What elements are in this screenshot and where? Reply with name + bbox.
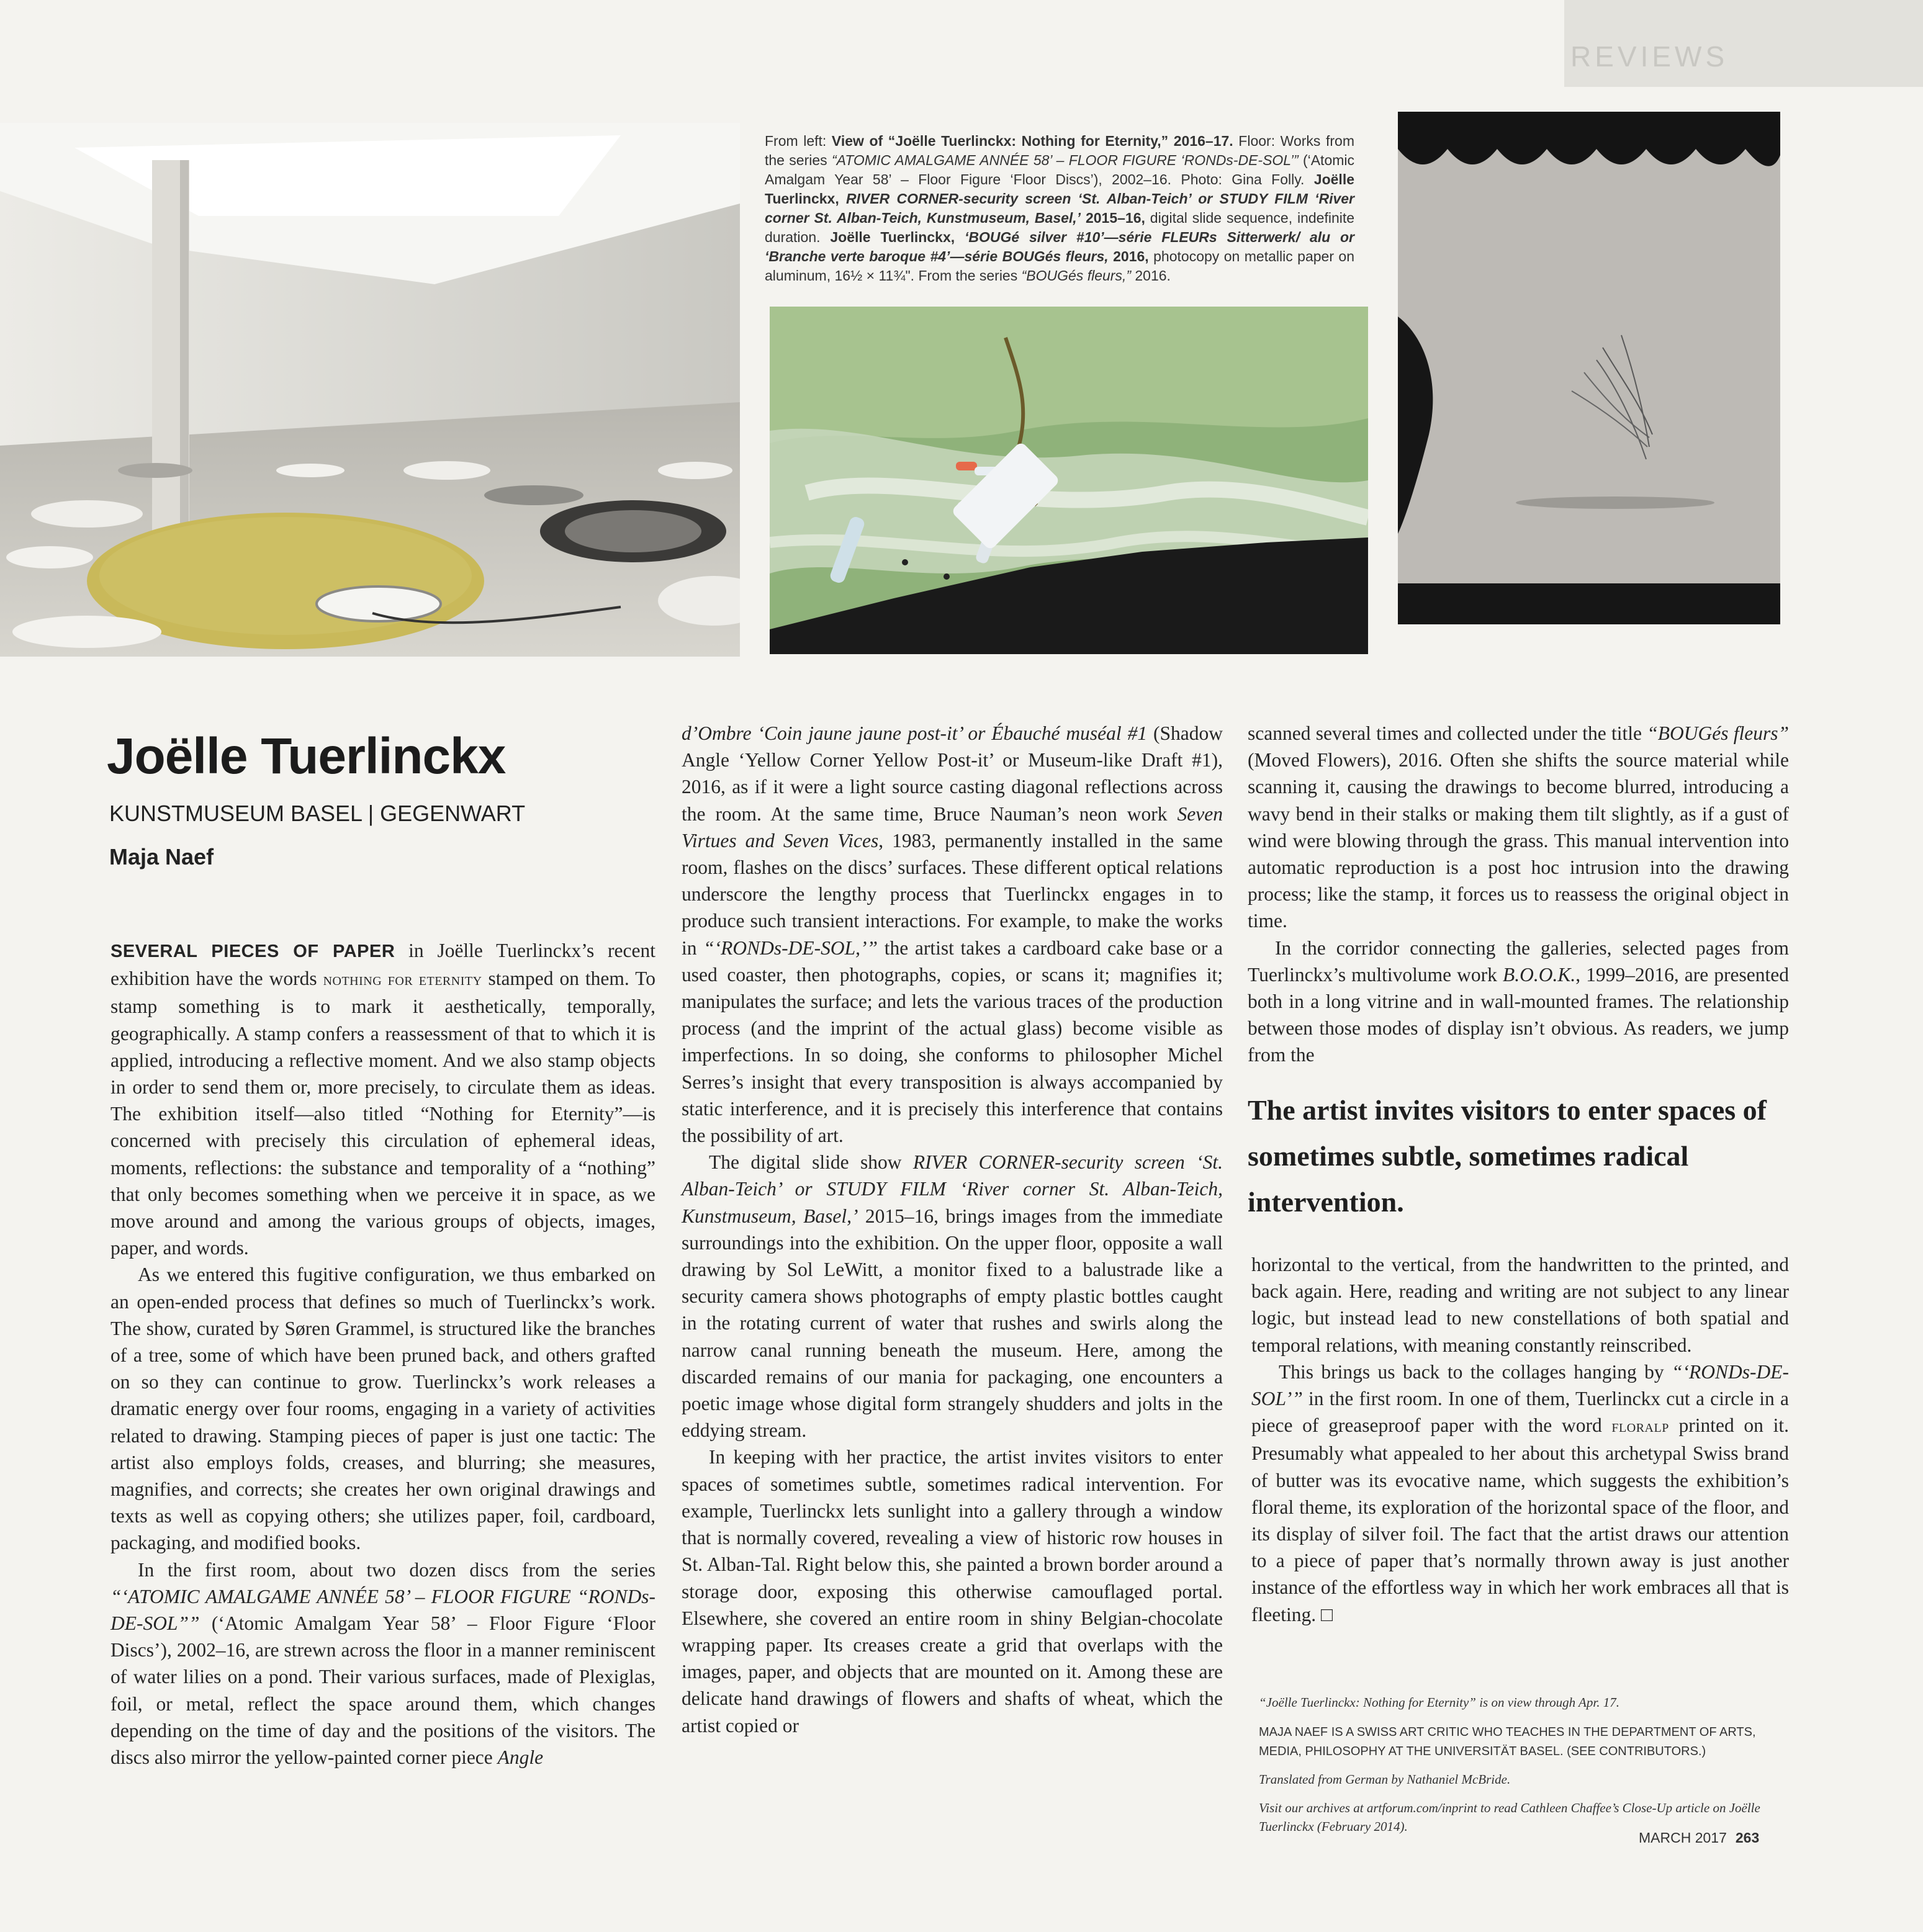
river-corner-photo: [770, 307, 1368, 654]
caption-work-title-2: ‘BOUGé silver #10’—série FLEURs Sitterwerk/ alu or ‘Branche verte baroque #4’—série BOUGés fleurs,: [765, 229, 1355, 264]
issue-date: MARCH 2017: [1639, 1830, 1727, 1846]
caption-work-title-1: RIVER CORNER-security screen ‘St. Alban-Teich’ or STUDY FILM ‘River corner St. Alban-Teich, Kunstmuseum, Basel,’: [765, 191, 1354, 226]
caption-artist-1: Joëlle Tuerlinckx,: [765, 171, 1355, 207]
text-span: The digital slide show: [709, 1151, 913, 1174]
caption-work-medium-2: photocopy on metallic paper on aluminum, 16½ × 11¾". From the series: [765, 248, 1355, 284]
body-column-3: [1248, 720, 1789, 1069]
paragraph: As we entered this fugitive configuration, we thus embarked on an open-ended process that defines so much of Tuerlinckx’s work. The show, curated by Søren Grammel, is structured like the branches of a tree, some of which have been pruned back, and others grafted on so they can continue to grow. Tuerlinckx’s work releases a dramatic energy over four rooms, engaging in a variety of activities related to drawing. Stamping pieces of paper is just one tactic: The artist also employs folds, creases, and blurring; she measures, magnifies, and corrects; she creates her own original drawings and texts as well as copying others; she utilizes paper, foil, cardboard, packaging, and modified books.: [110, 1264, 655, 1554]
text-span: , 1999–2016, are presented both in a long vitrine and in wall-mounted frames. The relationship between those modes of display isn’t obvious. As readers, we jump from the: [1248, 963, 1789, 1066]
body-column-3-continued: [1251, 1251, 1789, 1628]
caption-from-left: From left:: [765, 133, 827, 149]
paragraph: In keeping with her practice, the artist invites visitors to enter spaces of sometimes subtle, sometimes radical intervention. For example, Tuerlinckx lets sunlight into a gallery through a window that is normally covered, revealing a view of historic row houses in St. Alban-Tal. Right below this, she painted a brown border around a storage door, exposing this otherwise camouflaged portal. Elsewhere, she covered an entire room in shiny Belgian-chocolate wrapping paper. Its creases create a grid that overlaps with the images, paper, and objects that are mounted on it. Among these are delicate hand drawings of flowers and shafts of wheat, which the artist copied or: [682, 1446, 1223, 1737]
page-number: 263: [1735, 1830, 1760, 1846]
paragraph: [1248, 720, 1789, 935]
river-corner-image: [770, 307, 1368, 654]
author-bio: MAJA NAEF IS A SWISS ART CRITIC WHO TEACHES IN THE DEPARTMENT OF ARTS, MEDIA, PHILOSOPHY AT THE UNIVERSITÄT BASEL. (SEE CONTRIBUTORS.): [1259, 1725, 1756, 1758]
text-span: printed on it. Presumably what appealed to her about this archetypal Swiss brand of butter was its evocative name, which suggests the exhibition’s floral theme, its exploration of the horizontal space of the floor, and its display of silver foil. The fact that the artist draws our attention to a piece of paper that’s normally thrown away is just another instance of the effortless way in which her work embraces all that is fleeting. □: [1251, 1414, 1790, 1625]
text-span: in Joëlle Tuerlinckx’s recent exhibition have the words: [110, 940, 655, 990]
paragraph: [110, 937, 655, 1261]
caption-series-details: (‘Atomic Amalgam Year 58’ – Floor Figure ‘Floor Discs’), 2002–16. Photo: Gina Folly.: [765, 152, 1354, 187]
text-span: (‘Atomic Amalgam Year 58’ – Floor Figure ‘Floor Discs’), 2002–16, are strewn across the floor in a manner reminiscent of water lilies on a pond. Their various surfaces, made of Plexiglas, foil, or metal, reflect the space around them, which changes depending on the time of day and the positions of the visitors. The discs also mirror the yellow-painted corner piece: [110, 1612, 655, 1769]
stamp-words: nothing for eternity: [323, 970, 482, 990]
caption-view-title: View of “Joëlle Tuerlinckx: Nothing for Eternity,” 2016–17.: [831, 133, 1233, 149]
page-footer: [1639, 1830, 1759, 1846]
work-title: RIVER CORNER-security screen ‘St. Alban-Teich’ or STUDY FILM ‘River corner St. Alban-Teich, Kunstmuseum, Basel,’: [682, 1151, 1223, 1227]
bouges-fleurs-photo: [1398, 112, 1780, 624]
text-span: , 1983, permanently installed in the same room, flashes on the discs’ surfaces. These different optical relations underscore the lengthy process that Tuerlinckx engages in to produce such transient interactions. For example, to make the works in: [682, 829, 1223, 959]
work-title: d’Ombre ‘Coin jaune jaune post-it’ or Ébauché muséal #1: [682, 722, 1148, 744]
body-column-1: [110, 937, 655, 1771]
on-view-note: “Joëlle Tuerlinckx: Nothing for Eternity” is on view through Apr. 17.: [1259, 1695, 1619, 1710]
caption-series-2-date: 2016.: [1135, 267, 1171, 284]
caption-series-2: “BOUGés fleurs,”: [1021, 267, 1131, 284]
paragraph: horizontal to the vertical, from the handwritten to the printed, and back again. Here, reading and writing are not subject to any linear logic, but instead lead to new constellations of both spatial and temporal relations, with meaning constantly reinscribed.: [1251, 1254, 1789, 1356]
text-span: in the first room. In one of them, Tuerlinckx cut a circle in a piece of greaseproof paper with the word: [1251, 1388, 1789, 1437]
text-span: In the corridor connecting the galleries, selected pages from Tuerlinckx’s multivolume work: [1248, 937, 1789, 986]
translation-credit: Translated from German by Nathaniel McBride.: [1259, 1772, 1511, 1787]
image-caption: [765, 132, 1354, 285]
paragraph: [682, 1149, 1223, 1444]
gallery-installation-photo: [0, 123, 740, 657]
article-venue: KUNSTMUSEUM BASEL | GEGENWART: [109, 801, 526, 826]
caption-artist-2: Joëlle Tuerlinckx,: [830, 229, 955, 245]
text-span: 2015–16, brings images from the immediate surroundings into the exhibition. On the upper floor, opposite a wall drawing by Sol LeWitt, a monitor fixed to a balustrade like a security camera shows photographs of empty plastic bottles caught in the rotating current of water that rushes and swirls along the narrow canal running beneath the museum. Here, among the discarded remains of our mania for packaging, one encounters a poetic image whose digital form strangely shudders and jolts in the eddying stream.: [682, 1205, 1223, 1442]
lead-in: SEVERAL PIECES OF PAPER: [110, 941, 395, 961]
text-span: scanned several times and collected under the title: [1248, 722, 1647, 744]
caption-floor-works: Floor: Works from the series: [765, 133, 1355, 168]
article-title: Joëlle Tuerlinckx: [107, 728, 506, 784]
pull-quote: The artist invites visitors to enter spaces of sometimes subtle, sometimes radical intervention.: [1248, 1094, 1767, 1218]
section-tab: [1564, 0, 1923, 87]
work-title: B.O.O.K.: [1502, 963, 1576, 986]
caption-work-medium-1: digital slide sequence, indefinite duration.: [765, 210, 1355, 245]
article-author: Maja Naef: [109, 844, 214, 869]
text-span: In the first room, about two dozen discs from the series: [138, 1558, 655, 1581]
paragraph: [1248, 935, 1789, 1069]
series-title: “BOUGés fleurs”: [1647, 722, 1789, 744]
paragraph: [110, 1557, 655, 1771]
series-title: “‘RONDs-DE-SOL,’”: [703, 937, 878, 959]
text-span: stamped on them. To stamp something is to mark it aesthetically, temporally, geographically. A stamp confers a reassessment of that to which it is applied, introducing a reflective moment. And we also stamp objects in order to send them or, more precisely, to circulate them as ideas. The exhibition itself—also titled “Nothing for Eternity”—is concerned with precisely this circulation of ephemeral ideas, moments, reflections: the substance and temporality of a “nothing” that only becomes something when we perceive it in space, as we move around and among the various groups of objects, images, paper, and words.: [110, 968, 655, 1259]
floralp-word: floralp: [1611, 1417, 1669, 1437]
text-span: (Moved Flowers), 2016. Often she shifts the source material while scanning it, causing the drawings to become blurred, introducing a wavy bend in their stalks or making them tilt slightly, as if a gust of wind were blowing through the grass. This manual intervention into automatic reproduction is a post hoc intrusion into the drawing process; like the stamp, it forces us to reassess the original object in time.: [1248, 749, 1789, 932]
section-tab-label: REVIEWS: [1570, 40, 1729, 73]
paragraph: [1251, 1359, 1789, 1628]
text-span: (Shadow Angle ‘Yellow Corner Yellow Post-it’ or Museum-like Draft #1), 2016, as if it were a light source casting diagonal reflections across the room. At the same time, Bruce Nauman’s neon work: [682, 722, 1223, 825]
bouges-fleurs-image: [1398, 112, 1780, 624]
caption-series-title: “ATOMIC AMALGAME ANNÉE 58’ – FLOOR FIGURE ‘RONDs-DE-SOL’”: [831, 152, 1299, 168]
work-title: Angle: [497, 1746, 544, 1769]
body-column-2: [682, 720, 1223, 1739]
caption-work-date-1: 2015–16,: [1085, 210, 1145, 226]
caption-work-date-2: 2016,: [1113, 248, 1149, 264]
series-title: “‘RONDs-DE-SOL’”: [1251, 1360, 1789, 1410]
text-span: the artist takes a cardboard cake base or a used coaster, then photographs, copies, or scans it; magnifies it; manipulates the surface; and lets the various traces of the production process (and the imprint of the actual glass) become visible as imperfections. In so doing, she conforms to philosopher Michel Serres’s insight that every transposition is always accompanied by static interference, and it is precisely this interference that contains the possibility of art.: [682, 937, 1223, 1147]
series-title: “‘ATOMIC AMALGAME ANNÉE 58’ – FLOOR FIGURE “RONDs-DE-SOL””: [110, 1585, 655, 1635]
text-span: This brings us back to the collages hanging by: [1279, 1360, 1672, 1383]
work-title: Seven Virtues and Seven Vices: [682, 802, 1223, 851]
paragraph: [682, 720, 1223, 1149]
archives-note: Visit our archives at artforum.com/inprint to read Cathleen Chaffee’s Close-Up article on Joëlle Tuerlinckx (February 2014).: [1259, 1800, 1760, 1834]
gallery-installation-image: [0, 123, 740, 657]
